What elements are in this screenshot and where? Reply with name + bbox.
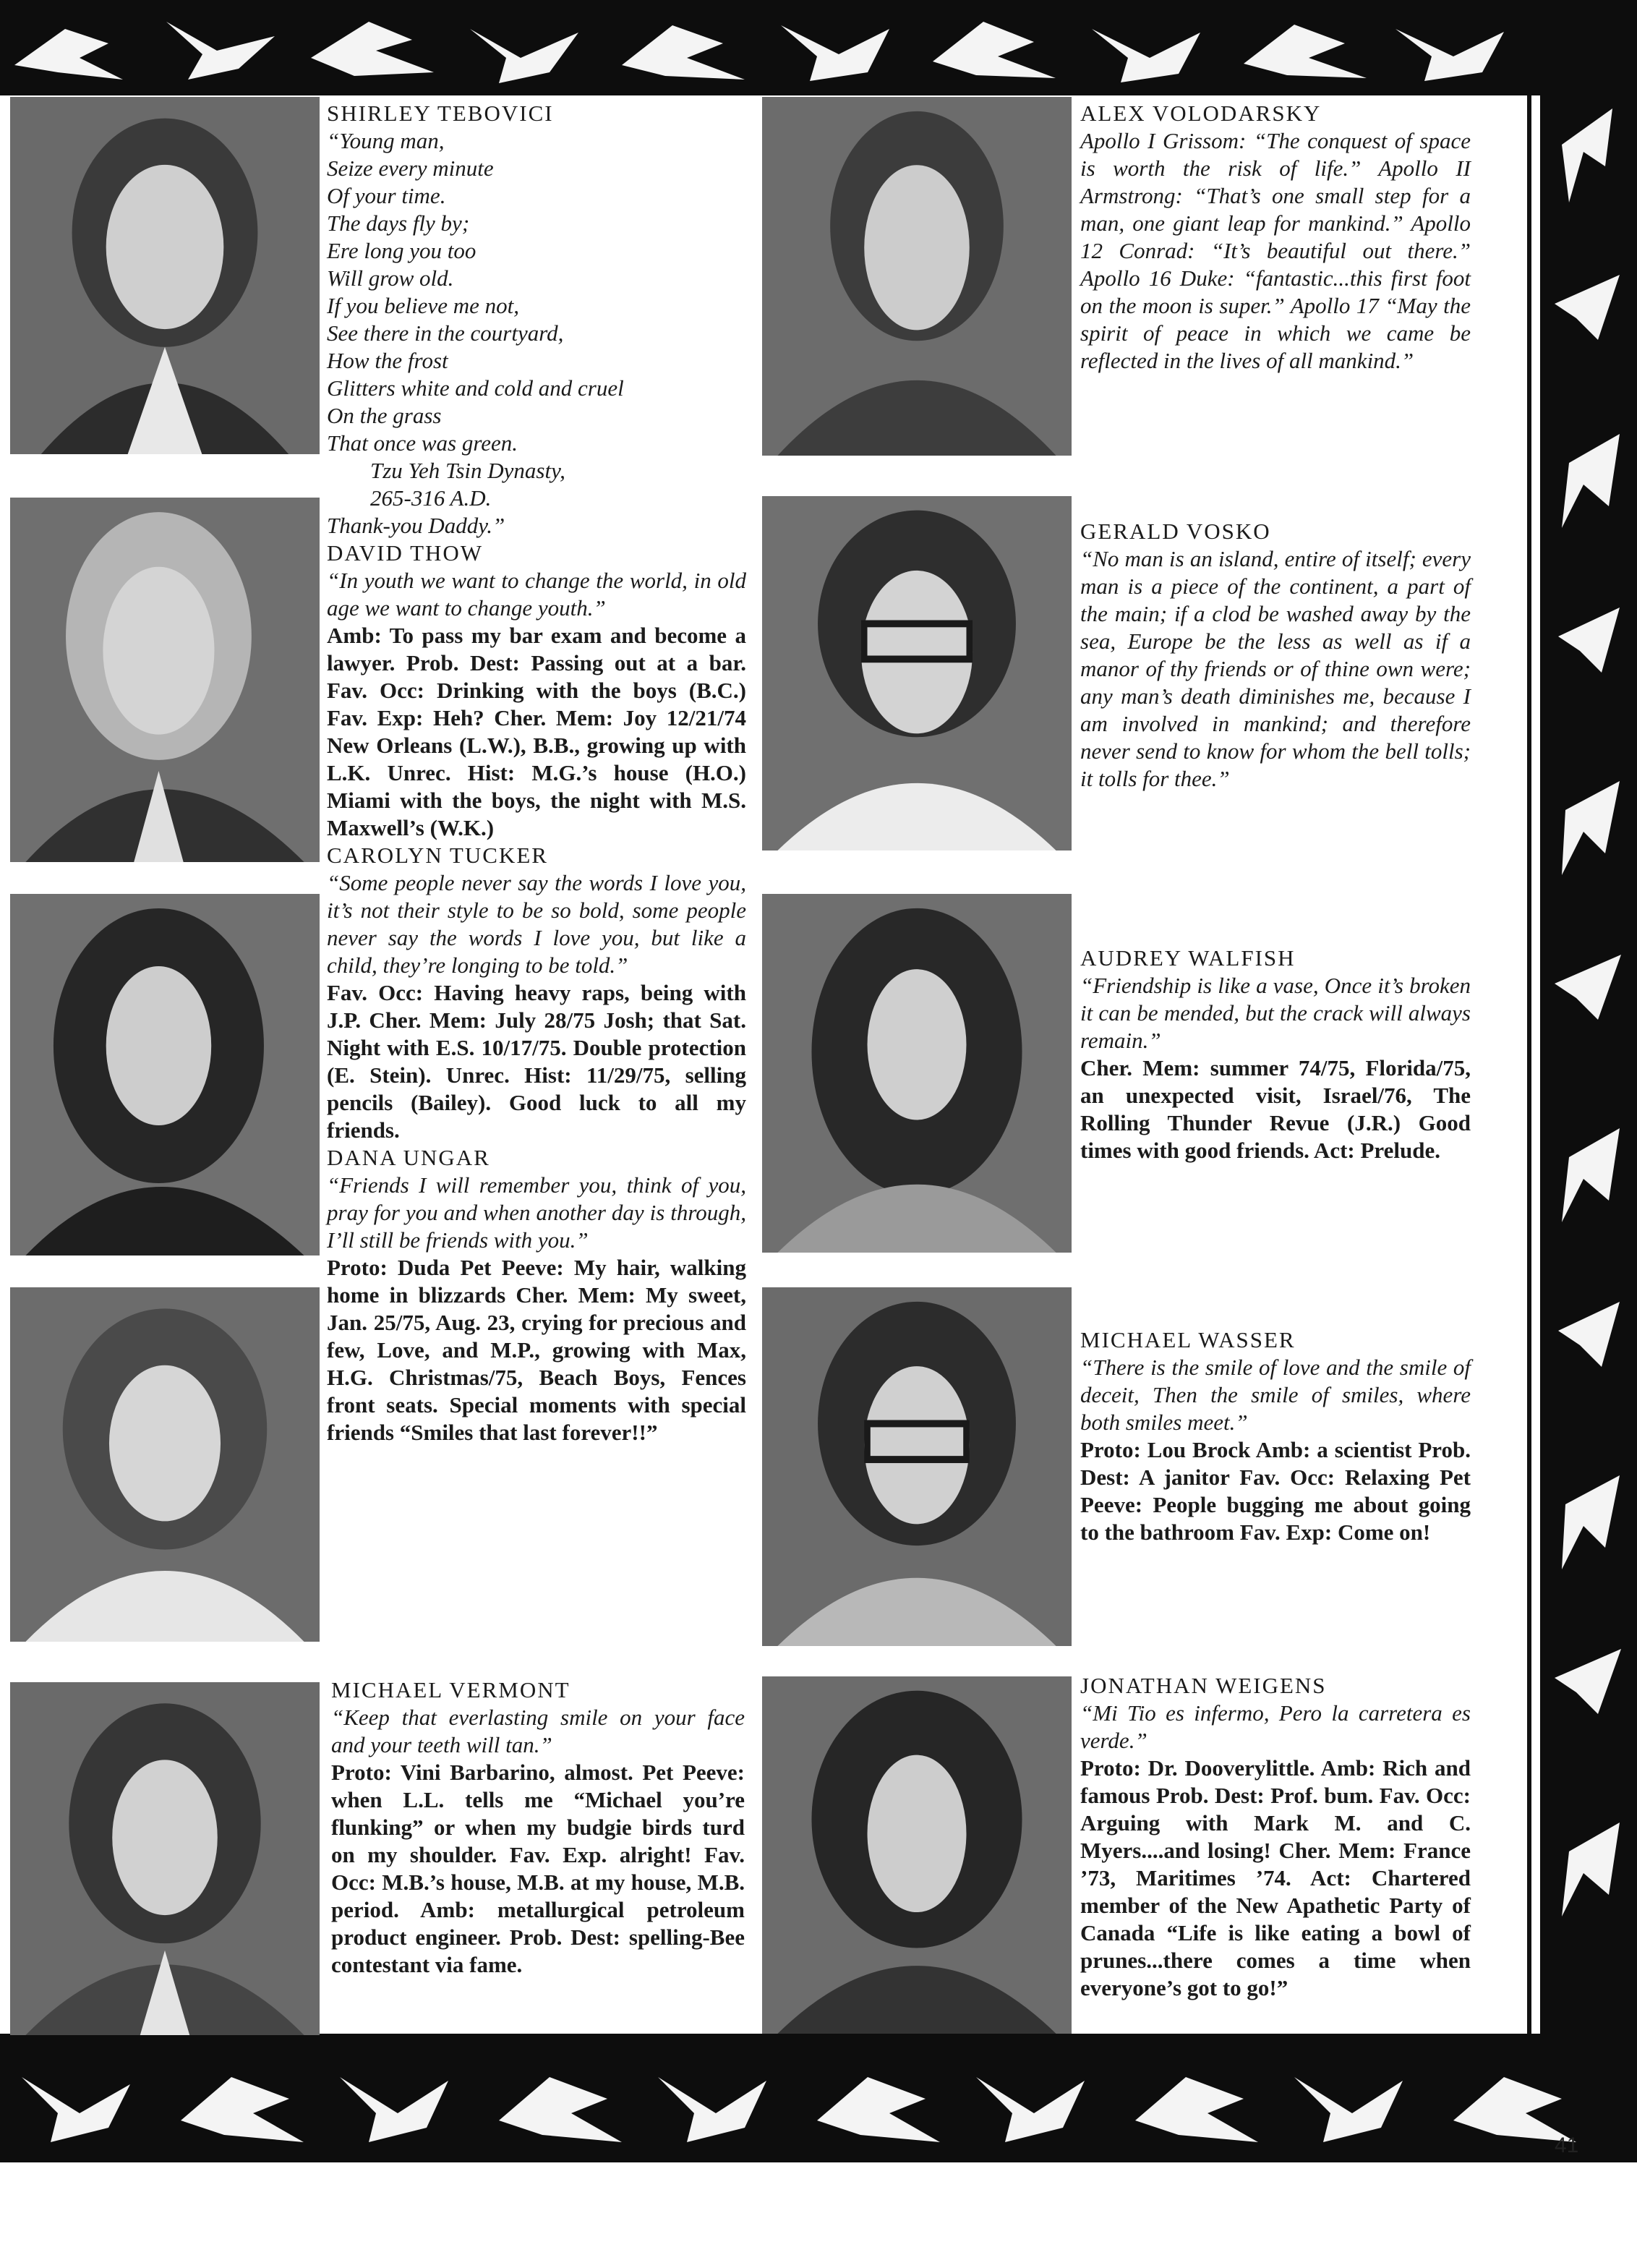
student-quote: “Friends I will remember you, think of you, pray for you and when another day is through, I’ll still be friends with you.” <box>327 1172 746 1253</box>
student-name: MICHAEL VERMONT <box>331 1677 570 1702</box>
student-name: DAVID THOW <box>327 540 484 566</box>
right-bird-border <box>1540 0 1637 2162</box>
student-details: Amb: To pass my bar exam and become a lawyer. Prob. Dest: Passing out at a bar. Fav. Occ: Drinking with the boys (B.C.) Fav. Exp: Heh? Cher. Mem: Joy 12/21/74 New Orleans (L.W.), B.B., growing up with L.K. Unrec. Hist: M.G.’s house (H.O.) Miami with the boys, the night with M.S. Maxwell’s (W.K.) <box>327 623 746 840</box>
quote-line: If you believe me not, <box>327 293 519 318</box>
portrait-photo <box>10 1682 320 2035</box>
student-name: CAROLYN TUCKER <box>327 843 548 868</box>
portrait-photo <box>762 496 1072 850</box>
quote-line: Glitters white and cold and cruel <box>327 375 624 401</box>
portrait-icon <box>10 498 320 862</box>
student-name: JONATHAN WEIGENS <box>1080 1673 1327 1698</box>
quote-line: That once was green. <box>327 430 518 456</box>
portrait-icon <box>762 1287 1072 1646</box>
student-name: MICHAEL WASSER <box>1080 1327 1296 1352</box>
student-name: DANA UNGAR <box>327 1145 490 1170</box>
portrait-icon <box>762 97 1072 456</box>
student-quote: “Some people never say the words I love you, it’s not their style to be so bold, some people never say the words I love you, but like a child, they’re longing to be told.” <box>327 870 746 978</box>
portrait-icon <box>762 894 1072 1253</box>
portrait-photo <box>10 97 320 454</box>
student-quote: “No man is an island, entire of itself; every man is a piece of the continent, a part of the main; if a clod be washed away by the sea, Europe be the less as well as if a manor of thy friends or of thine own were; any man’s death diminishes me, because I am involved in mankind; and therefore never send to know for whom the bell tolls; it tolls for thee.” <box>1080 546 1471 791</box>
entry-audrey-walfish <box>1080 945 1471 1164</box>
entry-gerald-vosko <box>1080 518 1471 793</box>
portrait-photo <box>762 1287 1072 1646</box>
page-frame-rule <box>1527 95 1531 2034</box>
quote-attribution: 265-316 A.D. <box>370 485 492 511</box>
quote-line: Will grow old. <box>327 265 454 291</box>
student-quote: “In youth we want to change the world, in old age we want to change youth.” <box>327 568 746 621</box>
entry-jonathan-weigens <box>1080 1672 1471 2002</box>
quote-line: Ere long you too <box>327 238 476 263</box>
quote-attribution: Tzu Yeh Tsin Dynasty, <box>370 458 565 483</box>
portrait-icon <box>762 496 1072 850</box>
student-details: Proto: Duda Pet Peeve: My hair, walking home in blizzards Cher. Mem: My sweet, Jan. 25/75, Aug. 23, crying for precious and few, Love, and M.P., growing with Max, H.G. Christmas/75, Beach Boys, Fences front seats. Special moments with special friends “Smiles that last forever!!” <box>327 1255 746 1445</box>
student-details: Proto: Vini Barbarino, almost. Pet Peeve: when L.L. tells me “Michael you’re flunking” or when my budgie birds turd on my shoulder. Fav. Exp. alright! Fav. Occ: M.B.’s house, M.B. at my house, M.B. period. Amb: metallurgical petroleum product engineer. Prob. Dest: spelling-Bee contestant via fame. <box>331 1760 745 1977</box>
student-quote: Apollo I Grissom: “The conquest of space is worth the risk of life.” Apollo II Armstrong: “That’s one small step for a man, one giant leap for mankind.” Apollo 12 Conrad: “It’s beautiful out there.” Apollo 16 Duke: “fantastic...this first foot on the moon is super.” Apollo 17 “May the spirit of peace in which we came be reflected in the lives of all mankind.” <box>1080 128 1471 373</box>
entry-michael-wasser <box>1080 1326 1471 1546</box>
student-details: Proto: Lou Brock Amb: a scientist Prob. Dest: A janitor Fav. Occ: Relaxing Pet Peeve: People bugging me about going to the bathroom Fav. Exp: Come on! <box>1080 1437 1471 1545</box>
student-details: Cher. Mem: summer 74/75, Florida/75, an unexpected visit, Israel/76, The Rolling Thunder Revue (J.R.) Good times with good friends. Act: Prelude. <box>1080 1055 1471 1163</box>
page-number: 41 <box>1555 2133 1579 2157</box>
portrait-photo <box>10 498 320 862</box>
bottom-bird-border <box>0 2034 1637 2162</box>
entry-michael-vermont <box>331 1676 745 1979</box>
portrait-photo <box>762 97 1072 456</box>
quote-line: Of your time. <box>327 183 446 208</box>
quote-closing: Thank-you Daddy.” <box>327 513 505 538</box>
portrait-photo <box>10 894 320 1256</box>
portrait-icon <box>762 1676 1072 2034</box>
student-quote: “Mi Tio es infermo, Pero la carretera es verde.” <box>1080 1700 1471 1753</box>
student-name: AUDREY WALFISH <box>1080 945 1296 971</box>
student-quote: “There is the smile of love and the smile of deceit, Then the smile of smiles, where both smiles meet.” <box>1080 1355 1471 1435</box>
quote-line: Seize every minute <box>327 155 494 181</box>
entry-shirley-tebovici <box>327 100 746 1446</box>
portrait-photo <box>762 894 1072 1253</box>
bird-pattern-icon <box>0 0 1637 95</box>
student-name: GERALD VOSKO <box>1080 519 1271 544</box>
student-name: SHIRLEY TEBOVICI <box>327 101 554 126</box>
student-quote: “Keep that everlasting smile on your face and your teeth will tan.” <box>331 1705 745 1757</box>
quote-line: See there in the courtyard, <box>327 320 564 346</box>
student-quote: “Friendship is like a vase, Once it’s broken it can be mended, but the crack will always remain.” <box>1080 973 1471 1053</box>
student-name: ALEX VOLODARSKY <box>1080 101 1322 126</box>
portrait-icon <box>10 894 320 1256</box>
student-details: Proto: Dr. Dooverylittle. Amb: Rich and famous Prob. Dest: Prof. bum. Fav. Occ: Arguing with Mark M. and C. Myers....and losing! Cher. Mem: France ’73, Maritimes ’74. Act: Chartered member of the New Apathetic Party of Canada “Life is like eating a bowl of prunes...there comes a time when everyone’s got to go!” <box>1080 1755 1471 2000</box>
quote-line: The days fly by; <box>327 210 470 236</box>
bird-pattern-icon <box>0 2034 1637 2162</box>
quote-line: How the frost <box>327 348 448 373</box>
quote-line: “Young man, <box>327 128 445 153</box>
portrait-icon <box>10 1682 320 2035</box>
portrait-icon <box>10 97 320 454</box>
portrait-photo <box>10 1287 320 1642</box>
bird-pattern-icon <box>1540 0 1637 2162</box>
entry-alex-volodarsky <box>1080 100 1471 375</box>
quote-line: On the grass <box>327 403 442 428</box>
student-details: Fav. Occ: Having heavy raps, being with J.P. Cher. Mem: July 28/75 Josh; that Sat. Night with E.S. 10/17/75. Double protection (E. Stein). Unrec. Hist: 11/29/75, selling pencils (Bailey). Good luck to all my friends. <box>327 980 746 1143</box>
portrait-icon <box>10 1287 320 1642</box>
top-bird-border <box>0 0 1637 95</box>
portrait-photo <box>762 1676 1072 2034</box>
